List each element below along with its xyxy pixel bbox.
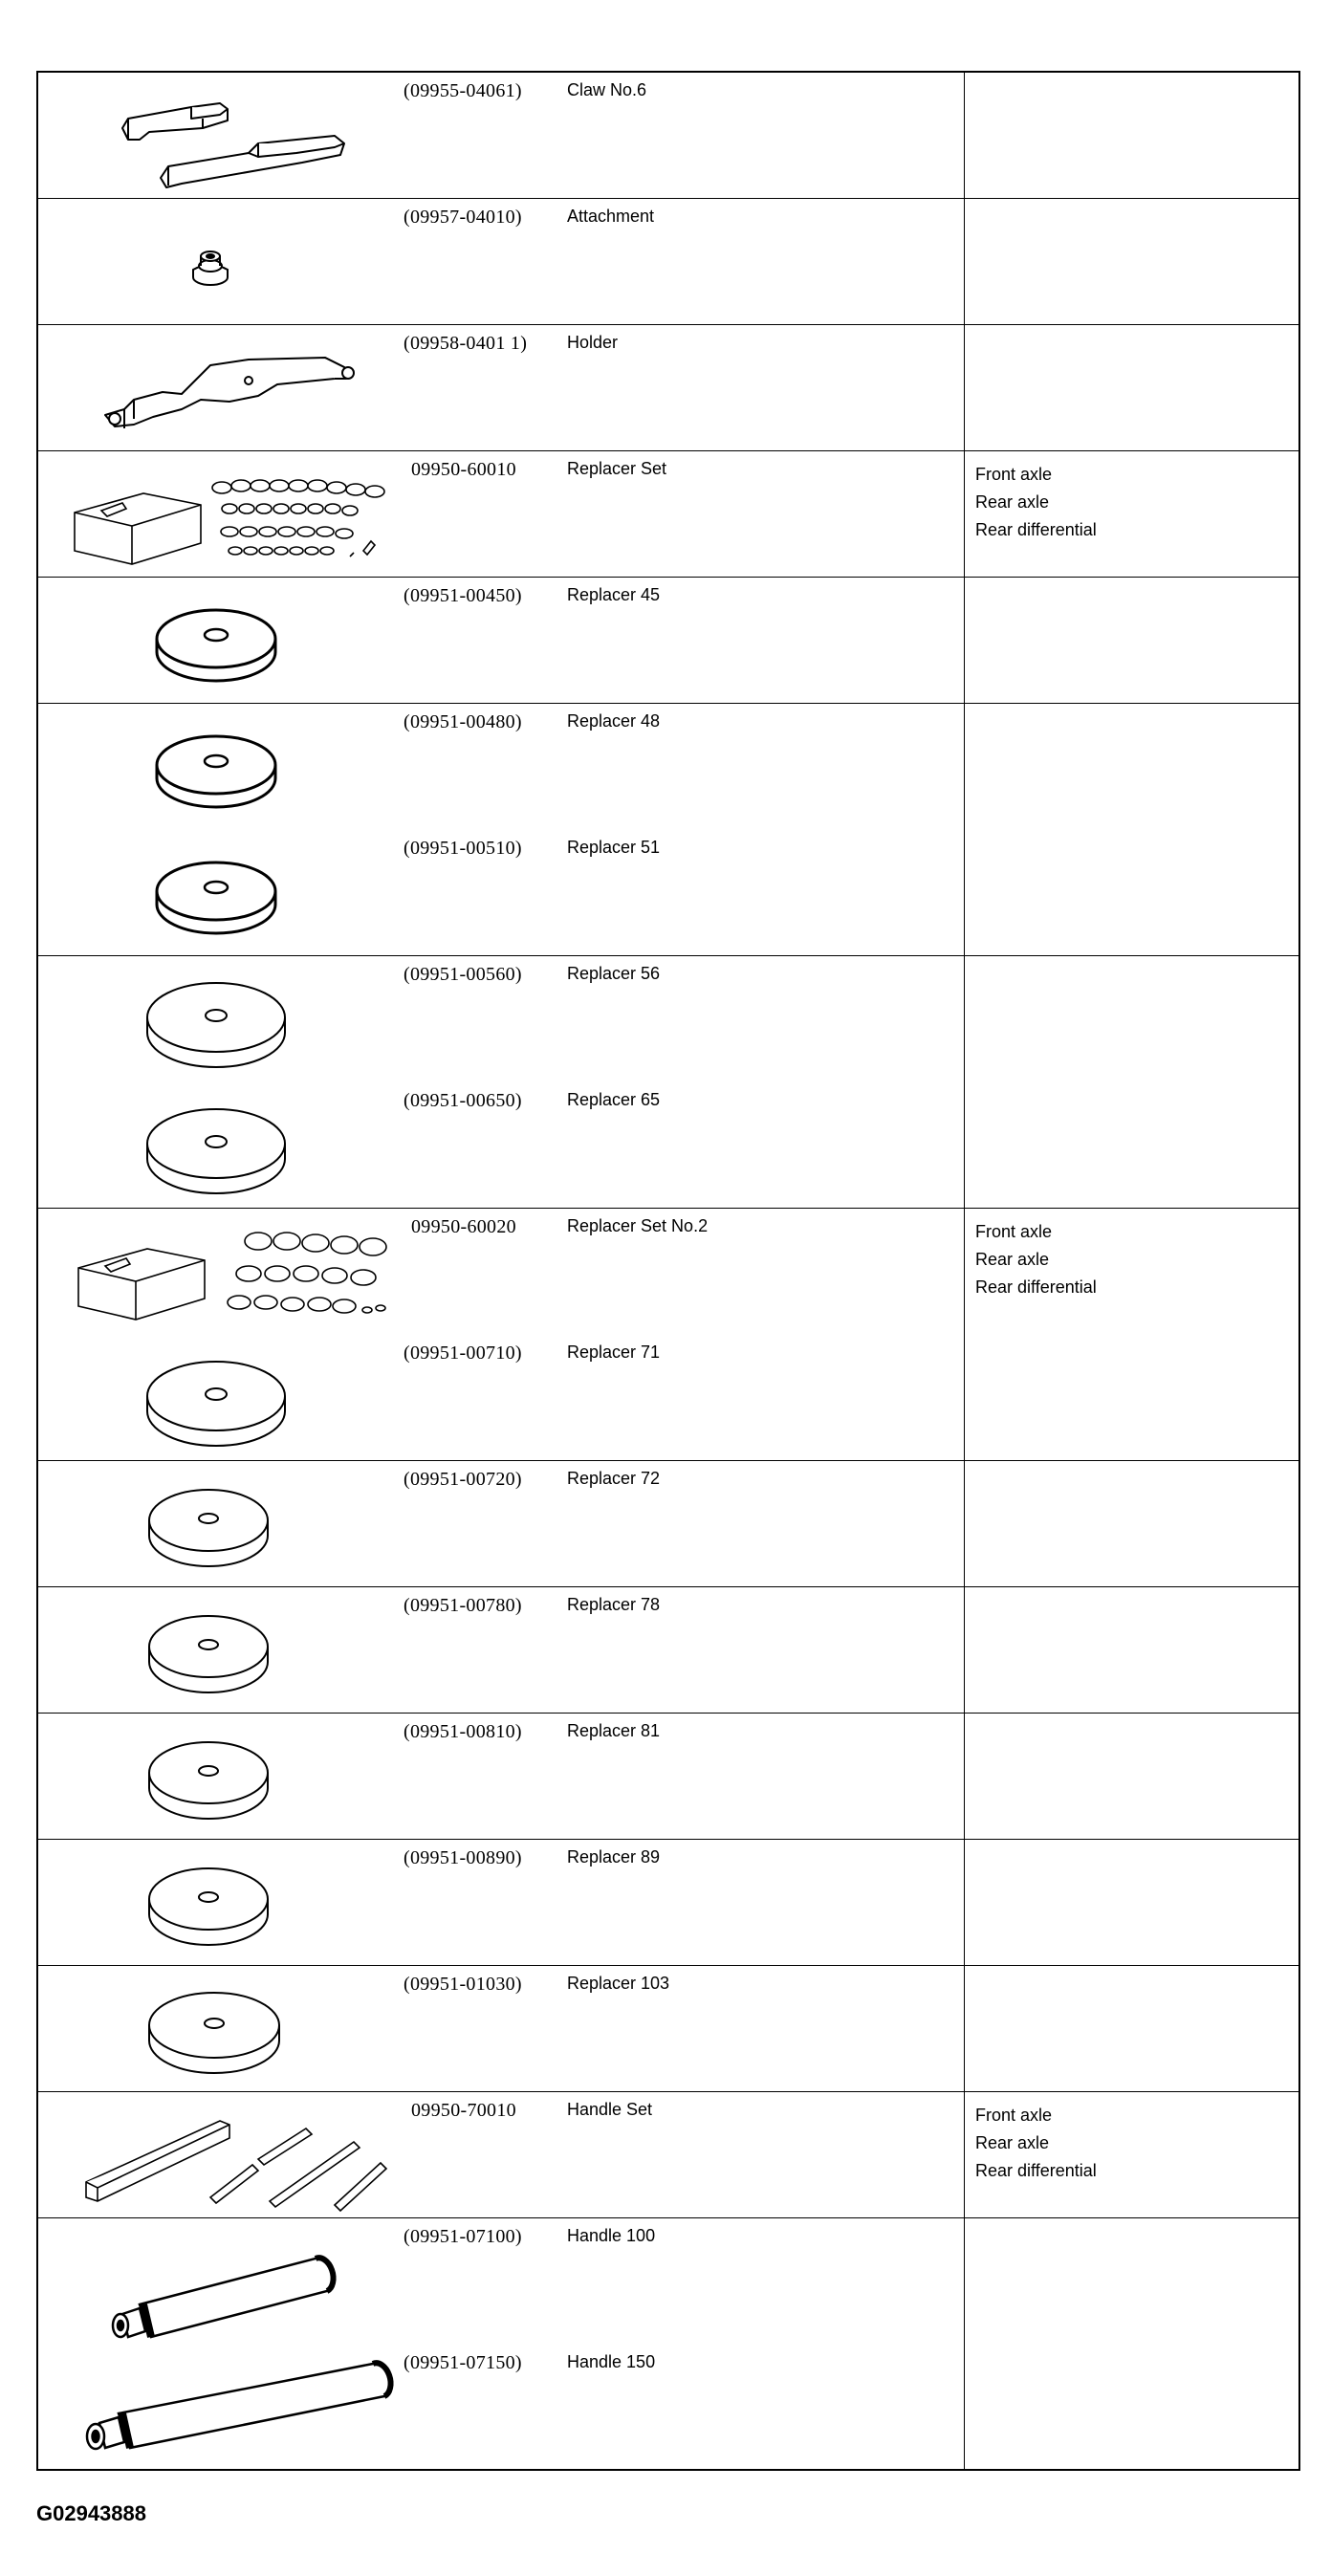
part-number: (09951-07150) [404,2352,522,2373]
part-number: 09950-60020 [411,1216,516,1237]
part-number: (09951-00780) [404,1595,522,1616]
part-number: (09951-00710) [404,1343,522,1364]
tool-name: Replacer Set [567,459,667,478]
table-row [38,1587,1298,1714]
note-line: Front axle [975,465,1053,484]
table-row [38,325,1298,451]
handle-set-illustration [76,2106,402,2213]
part-number: 09950-60010 [411,459,516,480]
tool-name: Replacer 72 [567,1469,661,1488]
replacer-set-illustration [67,465,402,570]
part-number: (09951-00810) [404,1721,522,1742]
tool-name: Holder [567,333,619,352]
part-number: (09957-04010) [404,207,522,228]
part-number: (09951-00450) [404,585,522,606]
table-row [38,956,1298,1209]
tool-name: Replacer 103 [567,1974,670,1993]
part-number: 09950-70010 [411,2100,516,2121]
replacer-disc-illustration [143,1731,277,1826]
part-number: (09958-0401 1) [404,333,528,354]
tool-name: Replacer 89 [567,1847,661,1867]
tool-name: Handle 100 [567,2226,656,2245]
part-number: (09951-00480) [404,711,522,732]
tool-name: Replacer 51 [567,838,661,857]
part-number: (09951-00560) [404,964,522,985]
part-number: (09951-00650) [404,1090,522,1111]
tool-name: Replacer 78 [567,1595,661,1614]
table-row [38,704,1298,956]
tool-name: Replacer 71 [567,1343,661,1362]
note-line: Front axle [975,2106,1053,2125]
special-tools-table [36,71,1300,2471]
holder-illustration [96,346,373,442]
replacer-disc-illustration [142,1100,295,1199]
replacer-disc-illustration [151,849,285,945]
part-number: (09951-00510) [404,838,522,859]
replacer-disc-illustration [142,973,295,1073]
note-line: Rear differential [975,520,1097,539]
applicable-notes [975,461,1097,544]
note-line: Rear axle [975,2133,1050,2152]
attachment-illustration [182,237,239,295]
replacer-disc-illustration [143,1983,287,2079]
applicable-notes [975,2102,1097,2185]
table-row [38,451,1298,578]
table-row [38,1209,1298,1461]
table-row [38,2218,1298,2469]
tool-name: Claw No.6 [567,80,647,99]
tool-name: Attachment [567,207,655,226]
replacer-set-no2-illustration [71,1220,396,1327]
replacer-disc-illustration [143,1605,277,1700]
table-row [38,1461,1298,1587]
handle-illustration [67,2358,402,2465]
note-line: Front axle [975,1222,1053,1241]
tool-name: Replacer 65 [567,1090,661,1109]
part-number: (09951-00720) [404,1469,522,1490]
note-line: Rear axle [975,1250,1050,1269]
table-row [38,2092,1298,2218]
table-row [38,73,1298,199]
table-row [38,199,1298,325]
tool-name: Replacer 56 [567,964,661,983]
tool-name: Replacer Set No.2 [567,1216,709,1235]
note-line: Rear differential [975,2161,1097,2180]
handle-illustration [105,2238,363,2343]
tool-name: Replacer 45 [567,585,661,604]
part-number: (09955-04061) [404,80,522,101]
applicable-notes [975,1218,1097,1301]
replacer-disc-illustration [142,1352,295,1452]
part-number: (09951-00890) [404,1847,522,1868]
table-row [38,1966,1298,2092]
tool-name: Handle Set [567,2100,653,2119]
note-line: Rear differential [975,1277,1097,1297]
figure-id: G02943888 [36,2501,146,2525]
replacer-disc-illustration [151,597,285,692]
note-line: Rear axle [975,492,1050,512]
replacer-disc-illustration [143,1857,277,1953]
replacer-disc-illustration [151,723,285,819]
table-row [38,1840,1298,1966]
table-row [38,1714,1298,1840]
tool-name: Handle 150 [567,2352,656,2371]
part-number: (09951-01030) [404,1974,522,1995]
claw-illustration [115,90,363,193]
tool-name: Replacer 48 [567,711,661,731]
replacer-disc-illustration [143,1478,277,1574]
tool-name: Replacer 81 [567,1721,661,1740]
table-row [38,578,1298,704]
part-number: (09951-07100) [404,2226,522,2247]
